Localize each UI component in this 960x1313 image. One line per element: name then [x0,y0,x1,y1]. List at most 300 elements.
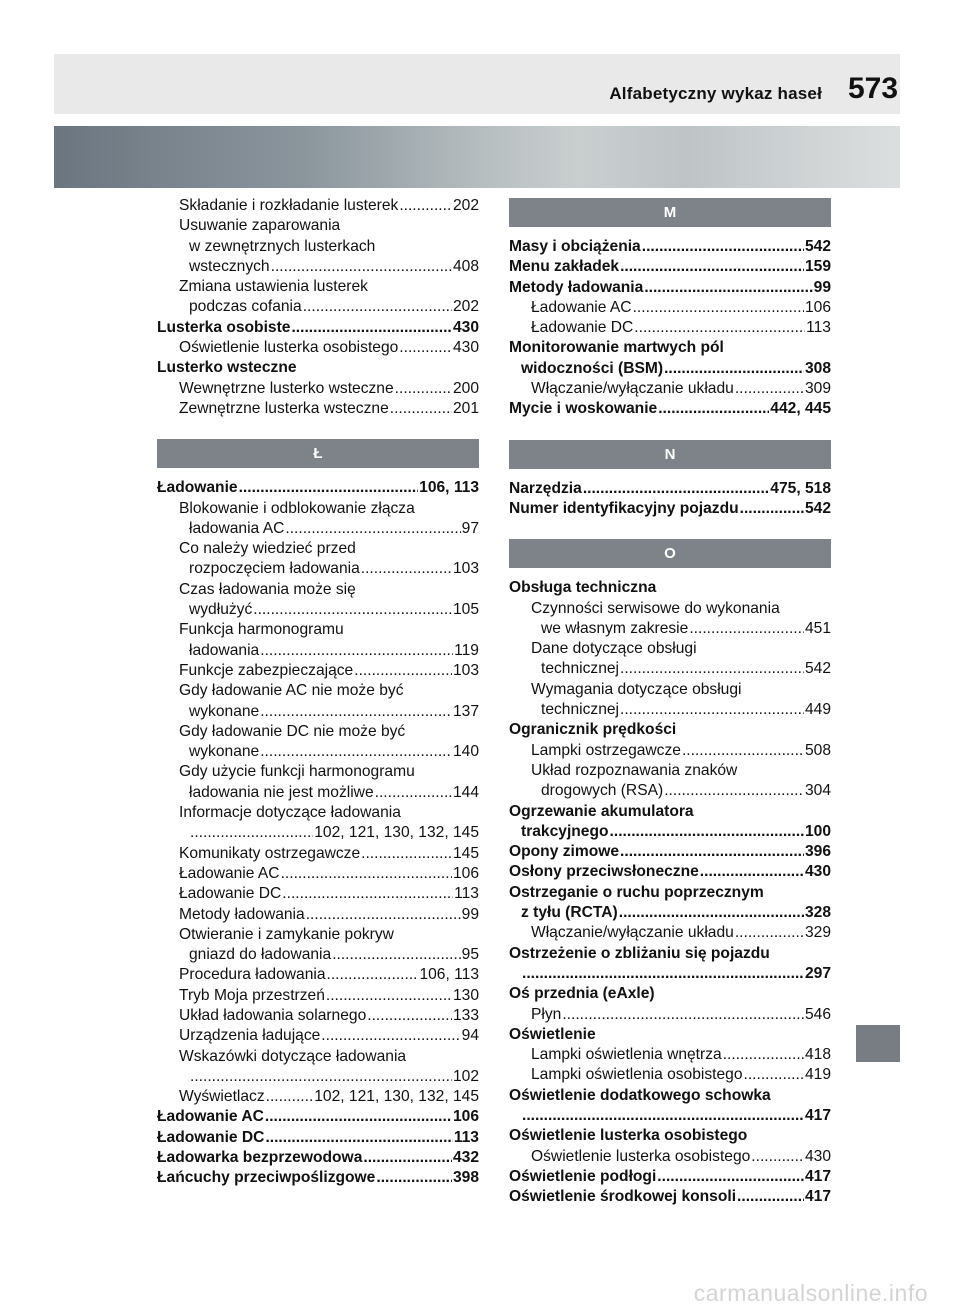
index-entry-term: Numer identyfikacyjny pojazdu [509,499,739,517]
index-entry[interactable] [509,1086,831,1106]
index-entry-term: Ogrzewanie akumulatora [509,802,694,820]
section-header-n: N [509,440,831,469]
index-entry-term: Narzędzia [509,479,582,497]
index-entry-page: 103 [452,661,479,679]
dot-leader [644,278,812,298]
index-entry-page: 308 [804,359,831,377]
index-entry-term: Zmiana ustawienia lusterek [179,278,368,296]
index-entry[interactable] [157,681,479,701]
index-entry-page: 432 [452,1149,479,1167]
index-entry-term: Czynności serwisowe do wykonania [531,599,780,617]
index-entry[interactable] [157,1067,479,1087]
dot-leader [620,842,804,862]
dot-leader [735,379,804,399]
index-entry[interactable] [157,722,479,742]
index-entry[interactable] [157,1026,479,1046]
index-entry-term: Komunikaty ostrzegawcze [179,844,361,862]
dot-leader [399,196,452,216]
dot-leader [737,1187,804,1207]
index-entry-page: 202 [452,298,479,316]
index-entry-page: 106 [804,298,831,316]
index-entry-term: ładowania AC [189,519,285,537]
index-entry-page: 130 [452,986,479,1004]
index-entry-page: 113 [453,1128,479,1146]
dot-leader [260,641,453,661]
index-entry-term: Wewnętrzne lusterko wsteczne [179,379,394,397]
index-entry-page: 430 [804,1147,831,1165]
index-entry[interactable] [509,1025,831,1045]
index-entry[interactable] [509,822,831,842]
index-entry[interactable] [509,479,831,499]
index-entry-term: Lampki oświetlenia wnętrza [531,1046,722,1064]
index-entry-page: 542 [804,238,831,255]
index-entry-page: 97 [461,519,479,537]
index-entry-page: 119 [454,641,479,659]
index-entry[interactable] [157,358,479,378]
index-entry[interactable] [509,599,831,619]
dot-leader [260,702,452,722]
index-group-lusterka [157,196,479,419]
index-entry[interactable] [157,641,479,661]
index-entry-term: Wyświetlacz [179,1088,265,1106]
dot-leader [265,1107,452,1127]
index-entry[interactable] [157,539,479,559]
index-entry[interactable] [509,318,831,338]
index-entry[interactable] [157,905,479,925]
index-entry[interactable] [509,257,831,277]
index-entry-page: 430 [452,318,479,336]
dot-leader [363,1148,452,1168]
index-entry-term: Układ ładowania solarnego [179,1006,367,1024]
index-entry-page: 430 [452,339,479,357]
index-entry[interactable] [157,1047,479,1067]
dot-leader [282,884,453,904]
index-entry-term: w zewnętrznych lusterkach [189,237,376,255]
index-entry-page: 329 [804,924,831,942]
section-header-m: M [509,198,831,227]
index-entry-page: 430 [804,863,831,881]
index-entry-page: 102, 121, 130, 132, 145 [314,824,479,842]
index-entry[interactable] [157,277,479,297]
dot-leader [190,1067,452,1087]
index-entry-page: 113 [806,319,831,337]
index-entry-page: 396 [804,843,831,861]
index-group-l [157,478,479,1188]
index-entry-term: Metody ładowania [509,278,644,296]
dot-leader [620,659,804,679]
index-entry-term: Lusterka osobiste [157,318,291,336]
index-entry[interactable] [157,620,479,640]
index-entry[interactable] [509,802,831,822]
index-entry-term: wydłużyć [189,601,253,619]
index-entry-term: we własnym zakresie [541,619,689,637]
page-title: Alfabetyczny wykaz haseł [609,84,822,103]
index-group-o [509,578,831,1207]
index-entry-term: Monitorowanie martwych pól [509,339,724,357]
index-entry-term: Osłony przeciwsłoneczne [509,863,699,881]
dot-leader [395,379,452,399]
index-entry-term: Lampki ostrzegawcze [531,741,681,759]
index-entry-term: Gdy ładowanie AC nie może być [179,682,404,700]
dot-leader [700,862,804,882]
index-entry-term: Oświetlenie lusterka osobistego [509,1127,748,1145]
index-entry-page: 417 [804,1167,831,1185]
index-entry-page: 144 [452,783,479,801]
index-entry[interactable] [157,884,479,904]
index-entry-term: ładowania [189,641,260,659]
index-entry-term: Otwieranie i zamykanie pokryw [179,925,394,943]
index-entry-term: podczas cofania [189,298,302,316]
index-entry[interactable] [509,1126,831,1146]
index-entry-term: Ostrzeżenie o zbliżaniu się pojazdu [509,944,770,962]
dot-leader [327,965,419,985]
index-entry-term: wykonane [189,702,260,720]
index-entry-page: 297 [804,964,831,982]
index-entry-term: widoczności (BSM) [521,359,664,377]
index-entry[interactable] [157,702,479,722]
index-entry-page: 137 [452,702,479,720]
index-entry[interactable] [157,399,479,419]
index-entry[interactable] [157,379,479,399]
index-entry-term: Oświetlenie lusterka osobistego [179,339,399,357]
dot-leader [658,399,769,419]
index-entry-page: 417 [804,1106,831,1124]
index-entry-page: 102, 121, 130, 132, 145 [314,1088,479,1106]
index-entry[interactable] [157,318,479,338]
index-entry-page: 102 [452,1067,479,1085]
index-entry-term: Tryb Moja przestrzeń [179,986,325,1004]
index-entry-page: 200 [452,379,479,397]
index-entry-page: 106 [452,864,479,882]
index-entry-term: Urządzenia ładujące [179,1027,321,1045]
index-entry[interactable] [509,680,831,700]
dot-leader [619,903,804,923]
index-entry-term: Ostrzeganie o ruchu poprzecznym [509,883,764,901]
index-entry-page: 105 [452,601,479,619]
index-group-m [509,237,831,420]
index-entry-term: Masy i obciążenia [509,238,641,255]
watermark: carmanualsonline.info [693,1280,928,1306]
index-entry[interactable] [157,216,479,236]
index-entry-page: 106 [452,1108,479,1126]
dot-leader [361,844,452,864]
dot-leader [735,923,804,943]
index-entry-page: 309 [804,380,831,398]
index-entry-term: Wymagania dotyczące obsługi [531,680,742,698]
dot-leader [620,700,804,720]
dot-leader [361,559,452,579]
index-entry[interactable] [157,1107,479,1127]
index-entry-page: 201 [452,399,479,417]
index-group-n [509,479,831,520]
index-entry-term: Co należy wiedzieć przed [179,540,356,558]
index-entry[interactable] [157,338,479,358]
dot-leader [562,1005,804,1025]
index-entry[interactable] [509,639,831,659]
index-entry-term: wykonane [189,743,260,761]
index-entry-page: 99 [813,278,831,296]
index-entry-term: drogowych (RSA) [541,782,664,800]
index-entry[interactable] [509,1147,831,1167]
dot-leader [281,864,452,884]
index-entry[interactable] [509,761,831,781]
dot-leader [522,964,804,984]
index-entry-page: 542 [804,499,831,517]
index-entry-page: 398 [452,1169,479,1187]
dot-leader [744,1065,804,1085]
index-entry-page: 417 [804,1188,831,1206]
index-entry[interactable] [509,237,831,257]
section-header-l: Ł [157,439,479,468]
index-entry-term: Układ rozpoznawania znaków [531,761,738,779]
index-entry-page: 449 [804,701,831,719]
dot-leader [664,781,804,801]
index-entry[interactable] [157,783,479,803]
dot-leader [332,945,460,965]
index-entry[interactable] [509,883,831,903]
index-entry[interactable] [157,1168,479,1188]
index-column-left [157,196,479,1189]
index-entry-term: Gdy użycie funkcji harmonogramu [179,763,415,781]
index-entry-term: Funkcje zabezpieczające [179,661,354,679]
index-entry-term: Płyn [531,1005,562,1023]
index-entry[interactable] [157,478,479,498]
dot-leader [642,237,804,257]
index-entry-page: 546 [804,1005,831,1023]
dot-leader [633,298,804,318]
index-entry[interactable] [157,499,479,519]
index-entry[interactable] [509,781,831,801]
index-entry-term: z tyłu (RCTA) [521,904,618,922]
index-entry-term: Ładowanie AC [531,298,632,316]
index-entry[interactable] [157,600,479,620]
dot-leader [689,619,804,639]
index-entry[interactable] [509,700,831,720]
index-entry-term: Lampki oświetlenia osobistego [531,1066,743,1084]
index-entry-term: Oś przednia (eAxle) [509,985,655,1003]
index-entry-term: Procedura ładowania [179,966,326,984]
index-entry-term: ładowania nie jest możliwe [189,783,374,801]
index-entry-page: 451 [804,619,831,637]
dot-leader [367,1006,452,1026]
index-entry-term: Menu zakładek [509,258,620,276]
index-entry[interactable] [509,619,831,639]
index-entry-term: technicznej [541,660,620,678]
index-entry[interactable] [157,297,479,317]
index-entry[interactable] [157,844,479,864]
index-entry-term: Oświetlenie lusterka osobistego [531,1147,751,1165]
dot-leader [682,741,804,761]
index-entry[interactable] [509,1045,831,1065]
index-entry[interactable] [157,1006,479,1026]
index-entry-term: gniazd do ładowania [189,946,332,964]
index-entry-term: Włączanie/wyłączanie układu [531,924,734,942]
dot-leader [390,399,452,419]
index-entry-term: Składanie i rozkładanie lusterek [179,197,399,214]
index-entry-page: 202 [452,197,479,214]
index-entry[interactable] [157,257,479,277]
dot-leader [610,822,804,842]
index-entry-term: Obsługa techniczna [509,579,657,597]
index-entry-term: Informacje dotyczące ładowania [179,804,401,822]
index-entry-page: 328 [804,904,831,922]
dot-leader [265,1128,452,1148]
index-entry-term: Ładowarka bezprzewodowa [157,1149,363,1167]
index-entry-term: Ogranicznik prędkości [509,721,677,739]
index-entry[interactable] [157,925,479,945]
index-entry[interactable] [509,1005,831,1025]
dot-leader [664,359,804,379]
index-entry-page: 475, 518 [770,479,831,497]
index-entry-term: Funkcja harmonogramu [179,621,344,639]
index-entry-page: 106, 113 [419,479,479,497]
index-entry-term: Ładowanie DC [531,319,634,337]
index-entry[interactable] [157,945,479,965]
index-entry-term: Ładowanie AC [179,864,280,882]
index-entry-term: Włączanie/wyłączanie układu [531,380,734,398]
index-entry[interactable] [509,842,831,862]
index-entry-page: 442, 445 [770,400,831,418]
index-entry-term: Zewnętrzne lusterka wsteczne [179,399,389,417]
index-entry-page: 133 [452,1006,479,1024]
index-entry[interactable] [509,359,831,379]
index-entry-term: Ładowanie [157,479,238,497]
index-entry[interactable] [509,338,831,358]
dot-leader [239,478,419,498]
index-entry-term: Ładowanie DC [179,885,282,903]
decorative-band [54,126,900,188]
index-entry[interactable] [157,803,479,823]
index-entry[interactable] [509,1187,831,1207]
index-entry-page: 103 [452,560,479,578]
index-entry-page: 419 [804,1066,831,1084]
index-entry[interactable] [157,986,479,1006]
index-entry-term: Mycie i woskowanie [509,400,658,418]
index-entry-page: 542 [804,660,831,678]
index-entry-page: 304 [804,782,831,800]
index-entry-page: 106, 113 [419,966,479,984]
dot-leader [271,257,452,277]
index-entry[interactable] [157,661,479,681]
index-entry-term: Gdy ładowanie DC nie może być [179,722,406,740]
index-entry[interactable] [509,578,831,598]
index-entry[interactable] [509,720,831,740]
index-entry-term: technicznej [541,701,620,719]
dot-leader [634,318,805,338]
dot-leader [326,986,452,1006]
index-entry-page: 99 [461,905,479,923]
index-entry[interactable] [509,944,831,964]
index-entry[interactable] [509,862,831,882]
index-entry[interactable] [509,1065,831,1085]
index-entry[interactable] [509,499,831,519]
dot-leader [306,905,461,925]
dot-leader [321,1026,460,1046]
index-entry-term: Dane dotyczące obsługi [531,640,697,658]
index-entry[interactable] [509,659,831,679]
index-entry[interactable] [157,1128,479,1148]
index-entry[interactable] [509,1167,831,1187]
index-entry[interactable] [157,965,479,985]
index-entry[interactable] [509,964,831,984]
index-entry-page: 418 [804,1046,831,1064]
dot-leader [376,1168,452,1188]
dot-leader [354,661,452,681]
dot-leader [399,338,452,358]
index-entry[interactable] [509,984,831,1004]
dot-leader [260,742,452,762]
dot-leader [751,1147,804,1167]
index-entry[interactable] [509,298,831,318]
index-entry-term: Usuwanie zaparowania [179,217,341,235]
index-entry[interactable] [509,741,831,761]
index-entry-page: 100 [804,822,831,840]
index-entry-term: Oświetlenie dodatkowego schowka [509,1086,771,1104]
index-entry-term: wstecznych [189,257,270,275]
index-entry[interactable] [157,823,479,843]
index-entry-term: Lusterko wsteczne [157,359,297,377]
index-entry-term: Metody ładowania [179,905,305,923]
dot-leader [253,600,452,620]
dot-leader [740,499,804,519]
index-entry-term: Czas ładowania może się [179,580,356,598]
dot-leader [190,823,313,843]
index-entry[interactable] [157,519,479,539]
index-entry-page: 145 [452,844,479,862]
dot-leader [583,479,769,499]
index-entry-term: Ładowanie DC [157,1128,265,1146]
index-entry-term: trakcyjnego [521,822,609,840]
index-entry-term: Wskazówki dotyczące ładowania [179,1047,407,1065]
index-entry[interactable] [157,580,479,600]
index-entry-term: Oświetlenie [509,1025,596,1043]
index-entry[interactable] [157,1087,479,1107]
index-entry-page: 113 [454,885,479,903]
dot-leader [522,1106,804,1126]
index-entry-page: 94 [461,1027,479,1045]
index-entry[interactable] [509,399,831,419]
index-entry[interactable] [157,742,479,762]
dot-leader [291,318,452,338]
index-entry[interactable] [157,237,479,257]
section-header-o: O [509,539,831,568]
index-entry[interactable] [157,559,479,579]
index-entry-page: 159 [804,258,831,276]
dot-leader [285,519,460,539]
dot-leader [620,257,804,277]
index-entry-term: Oświetlenie środkowej konsoli [509,1188,737,1206]
index-entry-page: 408 [452,257,479,275]
dot-leader [303,297,452,317]
index-entry[interactable] [157,196,479,216]
index-entry-page: 140 [452,743,479,761]
index-entry[interactable] [509,278,831,298]
index-entry-page: 95 [461,946,479,964]
dot-leader [723,1045,804,1065]
index-entry-term: Ładowanie AC [157,1108,264,1126]
index-entry[interactable] [509,379,831,399]
index-entry-term: Oświetlenie podłogi [509,1167,657,1185]
chapter-tab[interactable] [856,1025,900,1062]
index-entry-term: Opony zimowe [509,843,620,861]
index-entry[interactable] [157,762,479,782]
index-entry[interactable] [509,923,831,943]
index-entry[interactable] [157,1148,479,1168]
index-entry[interactable] [157,864,479,884]
index-entry-term: Łańcuchy przeciwpoślizgowe [157,1169,376,1187]
index-entry[interactable] [509,903,831,923]
index-entry[interactable] [509,1106,831,1126]
